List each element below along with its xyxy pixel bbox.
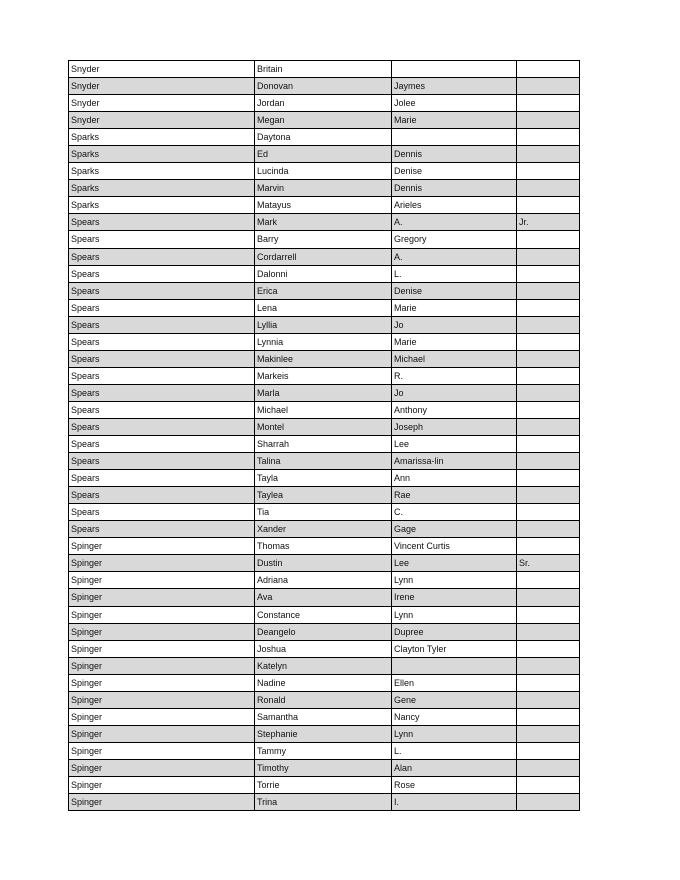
last-name-cell: Spinger	[69, 776, 255, 793]
last-name-cell: Spinger	[69, 538, 255, 555]
middle-name-cell: Amarissa-lin	[392, 453, 517, 470]
table-row	[69, 129, 580, 146]
suffix-cell: Jr.	[517, 214, 580, 231]
last-name-cell: Spinger	[69, 640, 255, 657]
suffix-cell	[517, 384, 580, 401]
last-name-cell: Spinger	[69, 589, 255, 606]
suffix-cell	[517, 112, 580, 129]
first-name-cell: Dalonni	[255, 265, 392, 282]
middle-name-cell: Jaymes	[392, 78, 517, 95]
table-row	[69, 112, 580, 129]
middle-name-cell: C.	[392, 504, 517, 521]
suffix-cell	[517, 418, 580, 435]
suffix-cell	[517, 180, 580, 197]
first-name-cell: Lena	[255, 299, 392, 316]
middle-name-cell: Ellen	[392, 674, 517, 691]
table-row	[69, 538, 580, 555]
last-name-cell: Spinger	[69, 725, 255, 742]
middle-name-cell: Irene	[392, 589, 517, 606]
table-row	[69, 95, 580, 112]
last-name-cell: Spears	[69, 470, 255, 487]
last-name-cell: Spinger	[69, 657, 255, 674]
first-name-cell: Ed	[255, 146, 392, 163]
table-row	[69, 572, 580, 589]
first-name-cell: Makinlee	[255, 350, 392, 367]
last-name-cell: Spears	[69, 487, 255, 504]
name-roster-table	[68, 60, 580, 811]
middle-name-cell	[392, 61, 517, 78]
last-name-cell: Spears	[69, 367, 255, 384]
table-row	[69, 350, 580, 367]
first-name-cell: Tayla	[255, 470, 392, 487]
middle-name-cell: Jolee	[392, 95, 517, 112]
table-row	[69, 384, 580, 401]
first-name-cell: Nadine	[255, 674, 392, 691]
middle-name-cell	[392, 657, 517, 674]
middle-name-cell: Ann	[392, 470, 517, 487]
suffix-cell	[517, 572, 580, 589]
first-name-cell: Trina	[255, 794, 392, 811]
suffix-cell	[517, 163, 580, 180]
first-name-cell: Joshua	[255, 640, 392, 657]
middle-name-cell	[392, 129, 517, 146]
suffix-cell	[517, 725, 580, 742]
table-row	[69, 282, 580, 299]
first-name-cell: Daytona	[255, 129, 392, 146]
first-name-cell: Katelyn	[255, 657, 392, 674]
first-name-cell: Constance	[255, 606, 392, 623]
last-name-cell: Sparks	[69, 180, 255, 197]
middle-name-cell: Michael	[392, 350, 517, 367]
table-row	[69, 163, 580, 180]
first-name-cell: Samantha	[255, 708, 392, 725]
suffix-cell	[517, 401, 580, 418]
table-row	[69, 640, 580, 657]
table-row	[69, 742, 580, 759]
last-name-cell: Spinger	[69, 691, 255, 708]
first-name-cell: Erica	[255, 282, 392, 299]
last-name-cell: Spears	[69, 299, 255, 316]
middle-name-cell: Nancy	[392, 708, 517, 725]
suffix-cell	[517, 504, 580, 521]
table-row	[69, 776, 580, 793]
first-name-cell: Stephanie	[255, 725, 392, 742]
suffix-cell	[517, 299, 580, 316]
first-name-cell: Tia	[255, 504, 392, 521]
table-row	[69, 418, 580, 435]
table-row	[69, 265, 580, 282]
last-name-cell: Spinger	[69, 606, 255, 623]
middle-name-cell: Lynn	[392, 606, 517, 623]
middle-name-cell: Clayton Tyler	[392, 640, 517, 657]
table-row	[69, 708, 580, 725]
last-name-cell: Sparks	[69, 129, 255, 146]
middle-name-cell: Gage	[392, 521, 517, 538]
first-name-cell: Lyllia	[255, 316, 392, 333]
suffix-cell	[517, 316, 580, 333]
suffix-cell	[517, 436, 580, 453]
last-name-cell: Spears	[69, 282, 255, 299]
last-name-cell: Spears	[69, 401, 255, 418]
suffix-cell	[517, 146, 580, 163]
first-name-cell: Marla	[255, 384, 392, 401]
suffix-cell	[517, 95, 580, 112]
last-name-cell: Spinger	[69, 555, 255, 572]
last-name-cell: Spears	[69, 453, 255, 470]
middle-name-cell: A.	[392, 214, 517, 231]
middle-name-cell: Alan	[392, 759, 517, 776]
roster-body	[69, 61, 580, 811]
middle-name-cell: Rae	[392, 487, 517, 504]
last-name-cell: Sparks	[69, 197, 255, 214]
table-row	[69, 61, 580, 78]
middle-name-cell: Joseph	[392, 418, 517, 435]
first-name-cell: Mark	[255, 214, 392, 231]
table-row	[69, 759, 580, 776]
table-row	[69, 146, 580, 163]
last-name-cell: Spinger	[69, 674, 255, 691]
suffix-cell	[517, 197, 580, 214]
suffix-cell	[517, 742, 580, 759]
last-name-cell: Spinger	[69, 623, 255, 640]
first-name-cell: Timothy	[255, 759, 392, 776]
table-row	[69, 504, 580, 521]
suffix-cell	[517, 674, 580, 691]
last-name-cell: Spinger	[69, 572, 255, 589]
suffix-cell	[517, 61, 580, 78]
last-name-cell: Spears	[69, 265, 255, 282]
suffix-cell	[517, 691, 580, 708]
middle-name-cell: Marie	[392, 112, 517, 129]
first-name-cell: Marvin	[255, 180, 392, 197]
table-row	[69, 623, 580, 640]
first-name-cell: Michael	[255, 401, 392, 418]
table-row	[69, 367, 580, 384]
middle-name-cell: I.	[392, 794, 517, 811]
last-name-cell: Snyder	[69, 112, 255, 129]
suffix-cell	[517, 231, 580, 248]
table-row	[69, 674, 580, 691]
middle-name-cell: Jo	[392, 316, 517, 333]
first-name-cell: Deangelo	[255, 623, 392, 640]
suffix-cell	[517, 470, 580, 487]
last-name-cell: Spears	[69, 504, 255, 521]
table-row	[69, 487, 580, 504]
first-name-cell: Tammy	[255, 742, 392, 759]
middle-name-cell: Dennis	[392, 180, 517, 197]
last-name-cell: Spears	[69, 248, 255, 265]
first-name-cell: Lucinda	[255, 163, 392, 180]
table-row	[69, 316, 580, 333]
suffix-cell	[517, 657, 580, 674]
last-name-cell: Spears	[69, 231, 255, 248]
table-row	[69, 453, 580, 470]
last-name-cell: Spears	[69, 521, 255, 538]
middle-name-cell: R.	[392, 367, 517, 384]
table-row	[69, 299, 580, 316]
table-row	[69, 180, 580, 197]
first-name-cell: Barry	[255, 231, 392, 248]
table-row	[69, 725, 580, 742]
last-name-cell: Spinger	[69, 794, 255, 811]
suffix-cell	[517, 487, 580, 504]
first-name-cell: Torrie	[255, 776, 392, 793]
suffix-cell	[517, 794, 580, 811]
suffix-cell	[517, 776, 580, 793]
middle-name-cell: Dennis	[392, 146, 517, 163]
table-row	[69, 521, 580, 538]
last-name-cell: Snyder	[69, 95, 255, 112]
table-row	[69, 401, 580, 418]
first-name-cell: Ava	[255, 589, 392, 606]
first-name-cell: Adriana	[255, 572, 392, 589]
suffix-cell	[517, 350, 580, 367]
first-name-cell: Ronald	[255, 691, 392, 708]
first-name-cell: Sharrah	[255, 436, 392, 453]
table-row	[69, 231, 580, 248]
middle-name-cell: Lynn	[392, 572, 517, 589]
table-row	[69, 794, 580, 811]
suffix-cell	[517, 129, 580, 146]
last-name-cell: Snyder	[69, 61, 255, 78]
table-row	[69, 248, 580, 265]
first-name-cell: Megan	[255, 112, 392, 129]
table-row	[69, 197, 580, 214]
middle-name-cell: L.	[392, 265, 517, 282]
last-name-cell: Spinger	[69, 708, 255, 725]
middle-name-cell: Denise	[392, 282, 517, 299]
table-row	[69, 214, 580, 231]
suffix-cell	[517, 606, 580, 623]
table-row	[69, 470, 580, 487]
middle-name-cell: Marie	[392, 333, 517, 350]
last-name-cell: Spears	[69, 436, 255, 453]
table-row	[69, 589, 580, 606]
last-name-cell: Spears	[69, 350, 255, 367]
middle-name-cell: L.	[392, 742, 517, 759]
table-row	[69, 555, 580, 572]
first-name-cell: Matayus	[255, 197, 392, 214]
first-name-cell: Markeis	[255, 367, 392, 384]
middle-name-cell: Rose	[392, 776, 517, 793]
suffix-cell	[517, 538, 580, 555]
last-name-cell: Spears	[69, 384, 255, 401]
middle-name-cell: Lynn	[392, 725, 517, 742]
last-name-cell: Spinger	[69, 742, 255, 759]
suffix-cell	[517, 333, 580, 350]
suffix-cell	[517, 78, 580, 95]
suffix-cell	[517, 521, 580, 538]
middle-name-cell: Vincent Curtis	[392, 538, 517, 555]
suffix-cell	[517, 589, 580, 606]
first-name-cell: Taylea	[255, 487, 392, 504]
last-name-cell: Sparks	[69, 146, 255, 163]
table-row	[69, 691, 580, 708]
middle-name-cell: Anthony	[392, 401, 517, 418]
middle-name-cell: Lee	[392, 555, 517, 572]
suffix-cell	[517, 367, 580, 384]
last-name-cell: Sparks	[69, 163, 255, 180]
suffix-cell	[517, 623, 580, 640]
suffix-cell: Sr.	[517, 555, 580, 572]
first-name-cell: Britain	[255, 61, 392, 78]
last-name-cell: Spears	[69, 214, 255, 231]
suffix-cell	[517, 265, 580, 282]
suffix-cell	[517, 248, 580, 265]
middle-name-cell: Jo	[392, 384, 517, 401]
middle-name-cell: Denise	[392, 163, 517, 180]
table-row	[69, 333, 580, 350]
suffix-cell	[517, 759, 580, 776]
first-name-cell: Dustin	[255, 555, 392, 572]
middle-name-cell: A.	[392, 248, 517, 265]
first-name-cell: Thomas	[255, 538, 392, 555]
middle-name-cell: Gene	[392, 691, 517, 708]
table-row	[69, 436, 580, 453]
middle-name-cell: Gregory	[392, 231, 517, 248]
last-name-cell: Spinger	[69, 759, 255, 776]
suffix-cell	[517, 282, 580, 299]
suffix-cell	[517, 453, 580, 470]
middle-name-cell: Arieles	[392, 197, 517, 214]
last-name-cell: Spears	[69, 316, 255, 333]
last-name-cell: Spears	[69, 418, 255, 435]
table-row	[69, 606, 580, 623]
last-name-cell: Snyder	[69, 78, 255, 95]
table-row	[69, 78, 580, 95]
table-row	[69, 657, 580, 674]
suffix-cell	[517, 640, 580, 657]
middle-name-cell: Marie	[392, 299, 517, 316]
first-name-cell: Xander	[255, 521, 392, 538]
first-name-cell: Donovan	[255, 78, 392, 95]
first-name-cell: Montel	[255, 418, 392, 435]
last-name-cell: Spears	[69, 333, 255, 350]
first-name-cell: Talina	[255, 453, 392, 470]
middle-name-cell: Lee	[392, 436, 517, 453]
suffix-cell	[517, 708, 580, 725]
first-name-cell: Jordan	[255, 95, 392, 112]
middle-name-cell: Dupree	[392, 623, 517, 640]
first-name-cell: Cordarrell	[255, 248, 392, 265]
first-name-cell: Lynnia	[255, 333, 392, 350]
